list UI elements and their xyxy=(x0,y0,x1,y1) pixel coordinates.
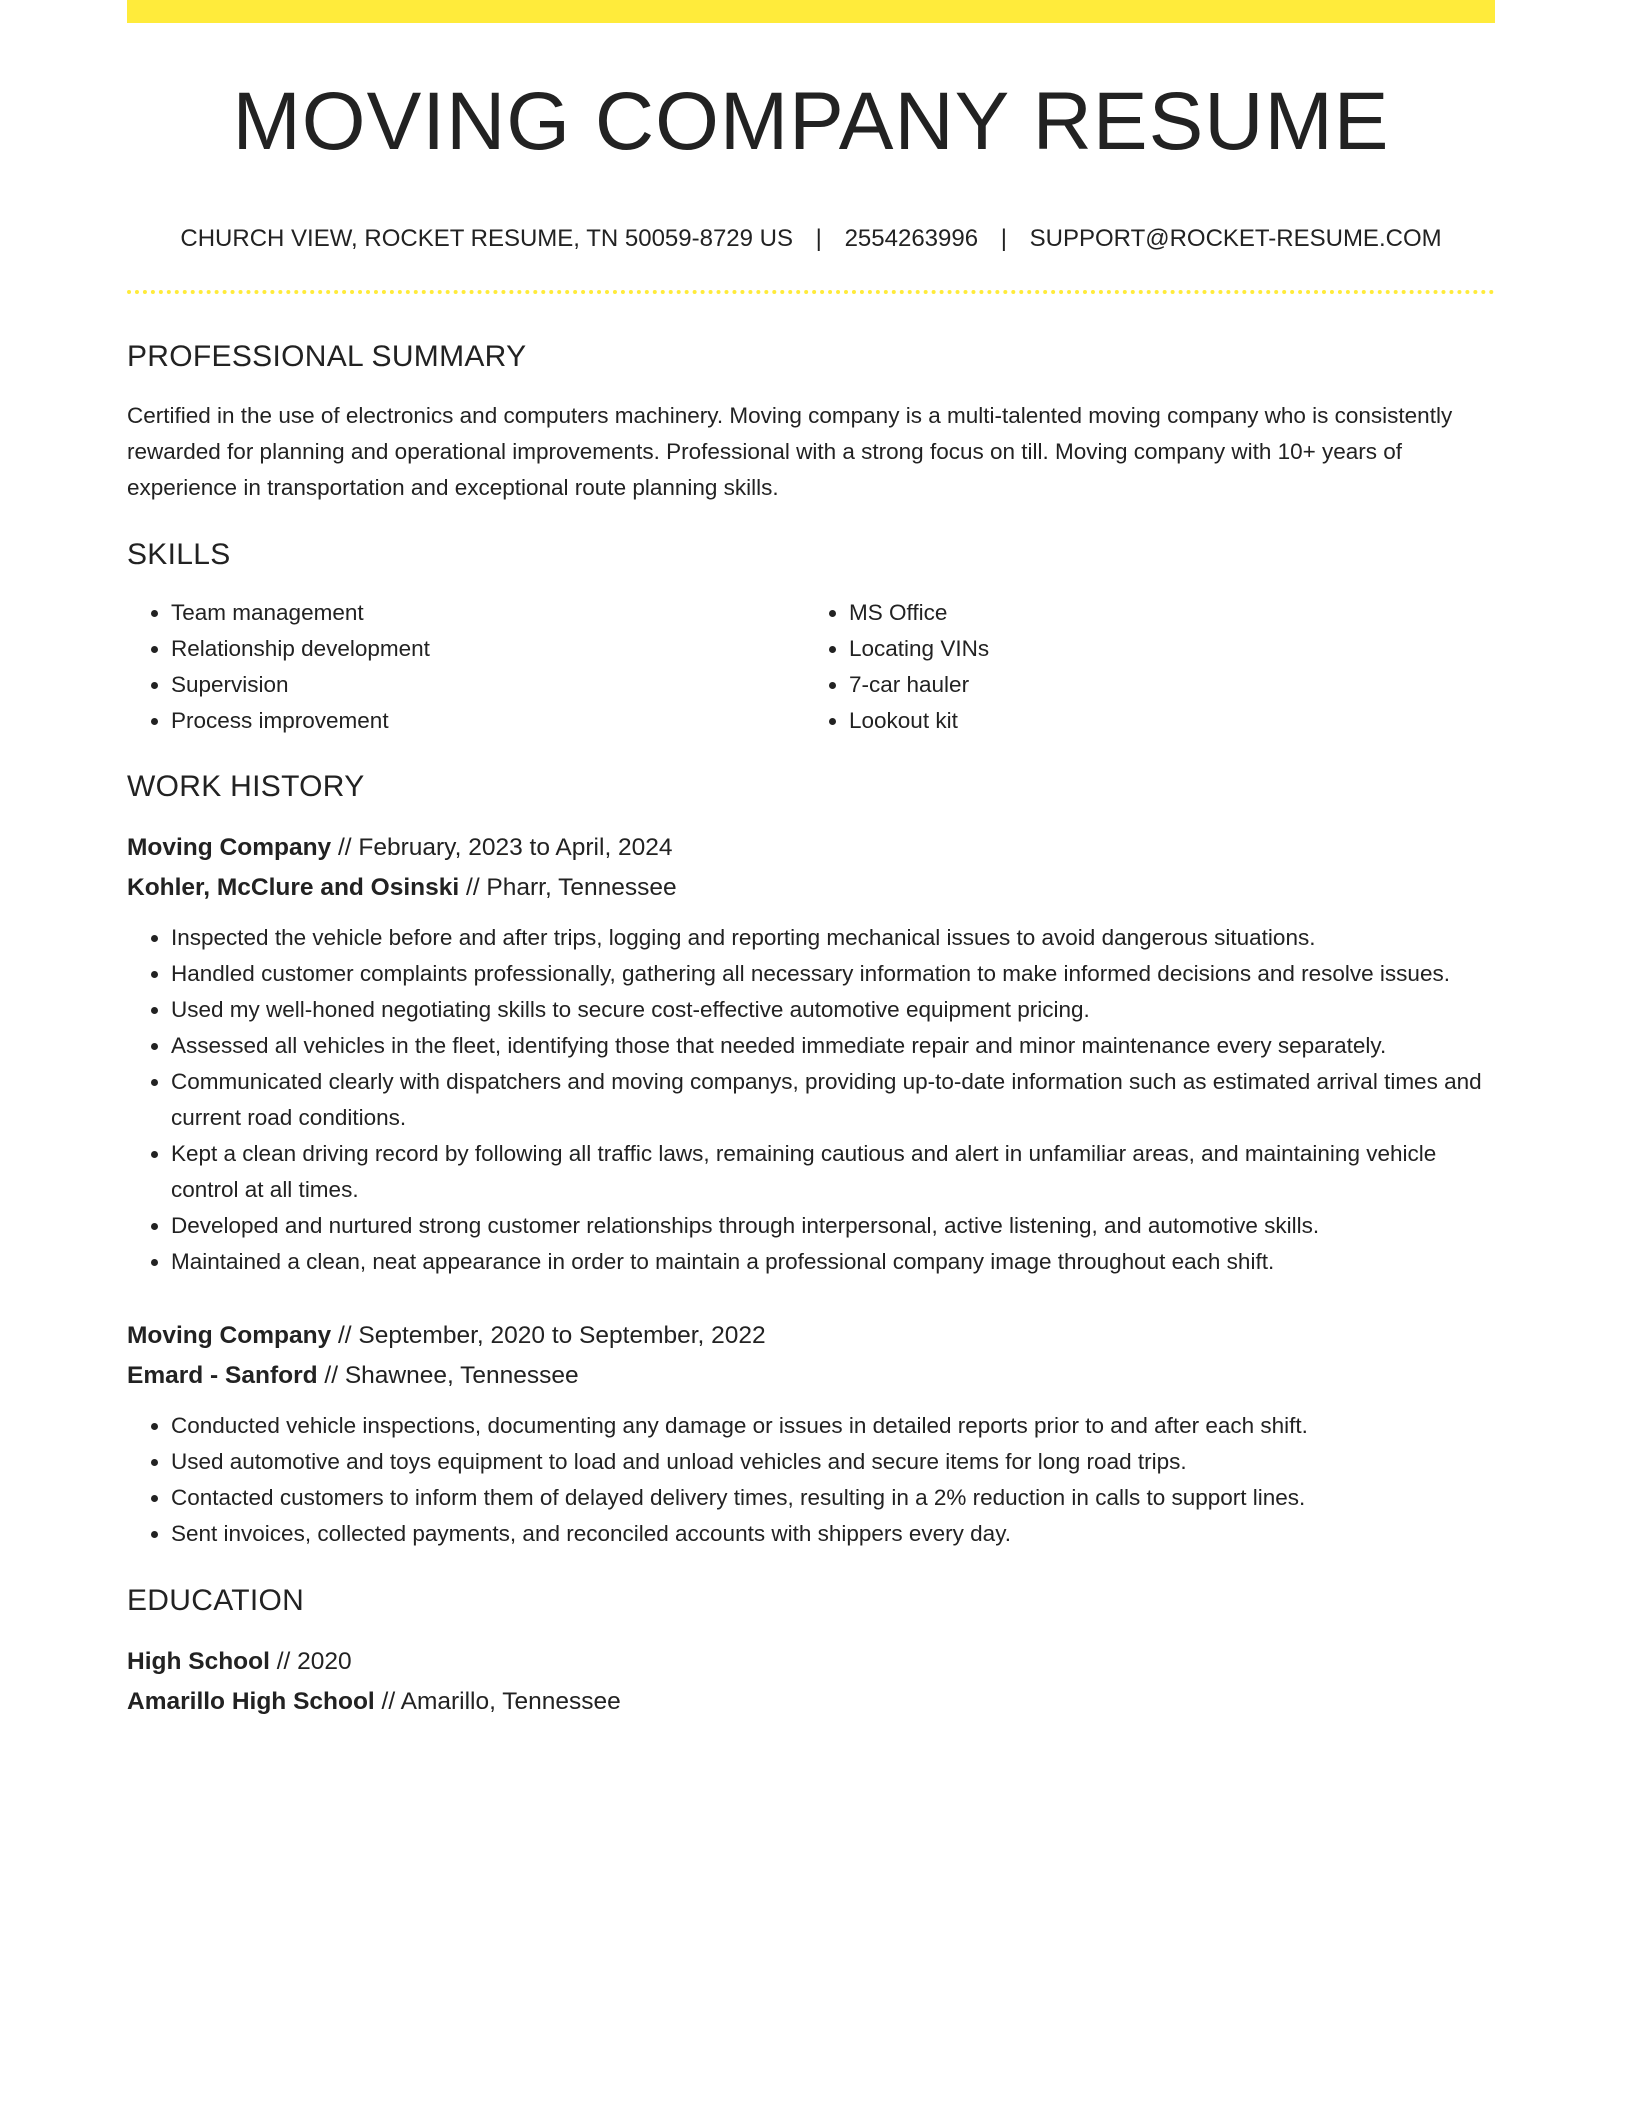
job-bullet: • Handled customer complaints professionally, gathering all necessary information to make informed decisions and resolve issues. xyxy=(171,956,1495,992)
job-bullet: • Maintained a clean, neat appearance in order to maintain a professional company image throughout each shift. xyxy=(171,1244,1495,1280)
job-employer: Emard - Sanford xyxy=(127,1362,318,1389)
skill-item: • Lookout kit xyxy=(849,703,1479,739)
job-bullets xyxy=(127,1408,1495,1552)
education-year: // 2020 xyxy=(269,1648,352,1675)
work-history-heading: WORK HISTORY xyxy=(127,770,365,803)
job-bullet: • Kept a clean driving record by following all traffic laws, remaining cautious and alert in unfamiliar areas, and maintaining vehicle control at all times. xyxy=(171,1136,1495,1208)
job-title-line xyxy=(127,828,1495,868)
job-dates: // February, 2023 to April, 2024 xyxy=(331,834,673,861)
job-employer-line xyxy=(127,1356,1495,1396)
contact-separator: | xyxy=(1000,225,1007,252)
job-role: Moving Company xyxy=(127,1322,332,1349)
skills-heading: SKILLS xyxy=(127,538,231,571)
job-bullet: • Used automotive and toys equipment to load and unload vehicles and secure items for long road trips. xyxy=(171,1444,1495,1480)
education-heading: EDUCATION xyxy=(127,1584,305,1617)
job-bullet: • Developed and nurtured strong customer relationships through interpersonal, active listening, and automotive skills. xyxy=(171,1208,1495,1244)
job-bullet: • Inspected the vehicle before and after trips, logging and reporting mechanical issues to avoid dangerous situations. xyxy=(171,920,1495,956)
summary-heading: PROFESSIONAL SUMMARY xyxy=(127,340,527,373)
job-bullet: • Contacted customers to inform them of delayed delivery times, resulting in a 2% reduction in calls to support lines. xyxy=(171,1480,1495,1516)
job-bullet: • Used my well-honed negotiating skills to secure cost-effective automotive equipment pricing. xyxy=(171,992,1495,1028)
skill-item: • Process improvement xyxy=(171,703,801,739)
skill-item: • 7-car hauler xyxy=(849,667,1479,703)
job-bullet: • Sent invoices, collected payments, and reconciled accounts with shippers every day. xyxy=(171,1516,1495,1552)
job-location: // Pharr, Tennessee xyxy=(459,874,677,901)
skill-item: • MS Office xyxy=(849,595,1479,631)
job-bullet: • Assessed all vehicles in the fleet, identifying those that needed immediate repair and minor maintenance every separately. xyxy=(171,1028,1495,1064)
job-entry xyxy=(127,828,1495,1280)
contact-separator: | xyxy=(815,225,822,252)
resume-name: MOVING COMPANY RESUME xyxy=(232,76,1390,167)
job-employer-line xyxy=(127,868,1495,908)
education-location: // Amarillo, Tennessee xyxy=(374,1688,621,1715)
job-location: // Shawnee, Tennessee xyxy=(317,1362,579,1389)
education-school: Amarillo High School xyxy=(127,1688,375,1715)
skill-item: • Relationship development xyxy=(171,631,801,667)
job-title-line xyxy=(127,1316,1495,1356)
skills-list xyxy=(127,595,1495,739)
education-entry xyxy=(127,1642,1495,1722)
education-degree-line xyxy=(127,1642,1495,1682)
skill-item: • Supervision xyxy=(171,667,801,703)
contact-address: CHURCH VIEW, ROCKET RESUME, TN 50059-8729 US xyxy=(180,225,793,252)
contact-line xyxy=(127,227,1495,251)
skill-item: • Team management xyxy=(171,595,801,631)
skill-item: • Locating VINs xyxy=(849,631,1479,667)
job-dates: // September, 2020 to September, 2022 xyxy=(331,1322,766,1349)
resume-page xyxy=(127,0,1495,1722)
contact-phone: 2554263996 xyxy=(844,225,979,252)
header-divider xyxy=(127,290,1495,294)
job-bullet: • Conducted vehicle inspections, documenting any damage or issues in detailed reports prior to and after each shift. xyxy=(171,1408,1495,1444)
education-school-line xyxy=(127,1682,1495,1722)
skills-column-right xyxy=(801,595,1479,739)
summary-text: Certified in the use of electronics and computers machinery. Moving company is a multi-talented moving company who is consistently rewarded for planning and operational improvements. Professional with a strong focus on till. Moving company with 10+ years of experience in transportation and exceptional route planning skills. xyxy=(127,403,1453,500)
contact-email: SUPPORT@ROCKET-RESUME.COM xyxy=(1029,225,1442,252)
skills-column-left xyxy=(127,595,801,739)
education-degree: High School xyxy=(127,1648,270,1675)
accent-bar xyxy=(127,0,1495,23)
job-employer: Kohler, McClure and Osinski xyxy=(127,874,460,901)
job-bullet: • Communicated clearly with dispatchers and moving companys, providing up-to-date information such as estimated arrival times and current road conditions. xyxy=(171,1064,1495,1136)
job-bullets xyxy=(127,920,1495,1280)
job-entry xyxy=(127,1316,1495,1552)
job-role: Moving Company xyxy=(127,834,332,861)
